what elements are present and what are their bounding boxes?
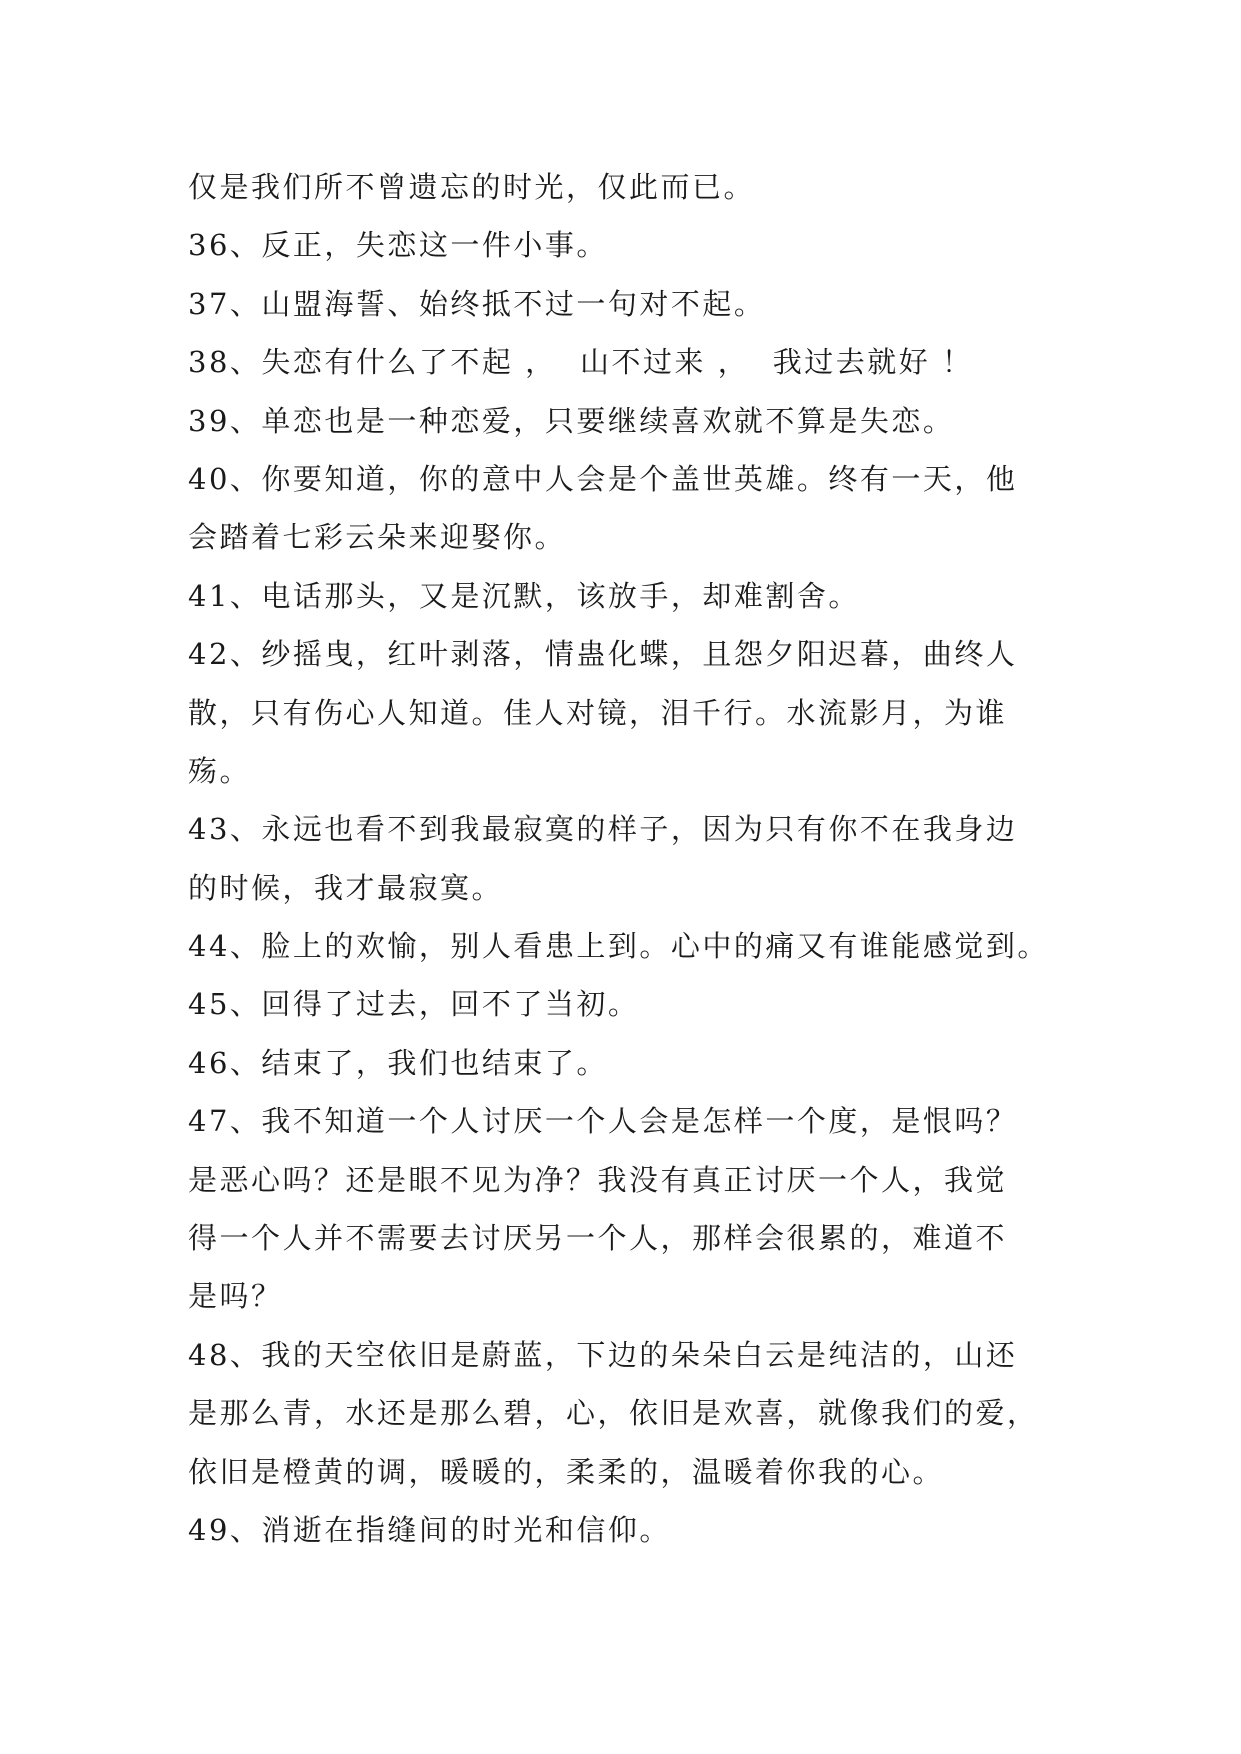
text-line: 47、我不知道一个人讨厌一个人会是怎样一个度，是恨吗？ <box>188 1104 1018 1139</box>
text-line: 是恶心吗？还是眼不见为净？我没有真正讨厌一个人，我觉 <box>188 1162 1008 1197</box>
text-line: 殇。 <box>188 753 252 788</box>
text-line: 是吗？ <box>188 1279 283 1314</box>
text-line: 会踏着七彩云朵来迎娶你。 <box>188 520 567 555</box>
text-line: 是那么青，水还是那么碧，心，依旧是欢喜，就像我们的爱， <box>188 1396 1039 1431</box>
text-line: 37、山盟海誓、始终抵不过一句对不起。 <box>188 286 766 321</box>
text-line: 40、你要知道，你的意中人会是个盖世英雄。终有一天，他 <box>188 461 1018 496</box>
text-line: 49、消逝在指缝间的时光和信仰。 <box>188 1512 671 1547</box>
text-line: 42、纱摇曳，红叶剥落，情蛊化蝶，且怨夕阳迟暮，曲终人 <box>188 637 1018 672</box>
text-line: 46、结束了，我们也结束了。 <box>188 1045 608 1080</box>
text-line: 36、反正，失恋这一件小事。 <box>188 228 608 263</box>
text-line: 39、单恋也是一种恋爱，只要继续喜欢就不算是失恋。 <box>188 403 955 438</box>
text-line: 41、电话那头，又是沉默，该放手，却难割舍。 <box>188 578 860 613</box>
text-line: 38、失恋有什么了不起 ， 山不过来 ， 我过去就好 ！ <box>188 345 974 380</box>
text-line: 45、回得了过去，回不了当初。 <box>188 987 640 1022</box>
text-line: 散，只有伤心人知道。佳人对镜，泪千行。水流影月，为谁 <box>188 695 1008 730</box>
text-line: 48、我的天空依旧是蔚蓝，下边的朵朵白云是纯洁的，山还 <box>188 1337 1018 1372</box>
text-line: 44、脸上的欢愉，别人看患上到。心中的痛又有谁能感觉到。 <box>188 929 1049 964</box>
text-line: 的时候，我才最寂寞。 <box>188 870 504 905</box>
text-line: 依旧是橙黄的调，暖暖的，柔柔的，温暖着你我的心。 <box>188 1454 945 1489</box>
text-line: 得一个人并不需要去讨厌另一个人，那样会很累的，难道不 <box>188 1221 1008 1256</box>
document-body <box>188 158 1068 1559</box>
text-line: 43、永远也看不到我最寂寞的样子，因为只有你不在我身边 <box>188 812 1018 847</box>
text-line: 仅是我们所不曾遗忘的时光，仅此而已。 <box>188 170 756 204</box>
